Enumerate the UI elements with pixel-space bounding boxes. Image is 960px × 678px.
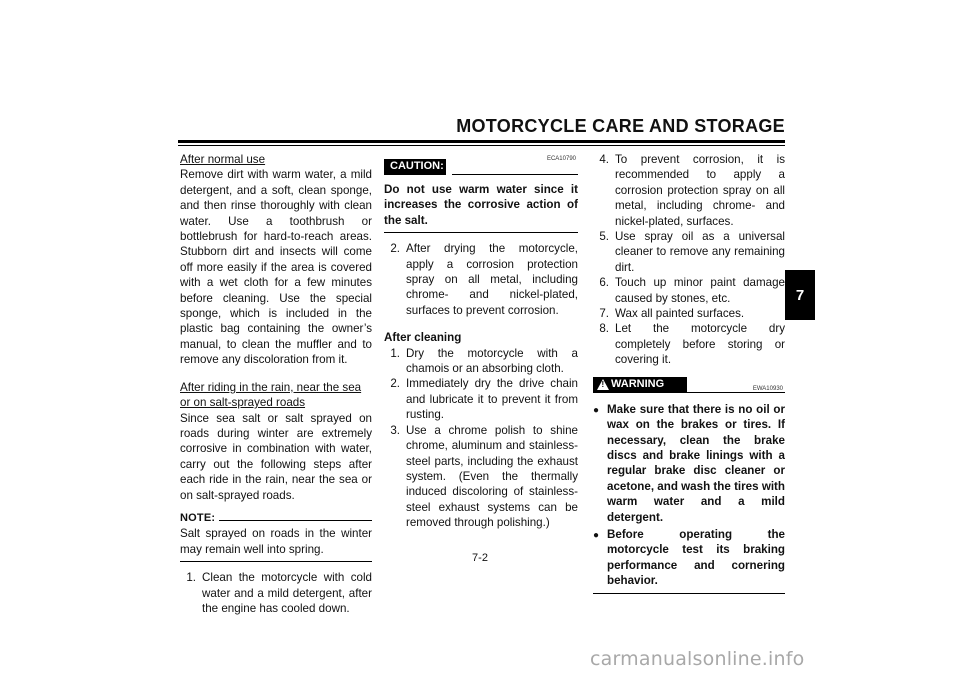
list-item <box>384 423 578 531</box>
page-header-title: MOTORCYCLE CARE AND STORAGE <box>456 116 785 136</box>
list-item <box>593 306 785 321</box>
watermark-text: carmanualsonline.info <box>590 648 805 670</box>
warning-code: EWA10930 <box>752 385 783 392</box>
warning-label: WARNING <box>611 377 665 390</box>
list-item-text: Clean the motorcycle with cold water and a mild detergent, after the engine has cooled down. <box>202 571 372 615</box>
list-item-text: Let the motorcycle dry completely before storing or covering it. <box>615 322 785 367</box>
list-item-text: Immediately dry the drive chain and lubricate it to prevent it from rusting. <box>406 377 578 422</box>
caution-code: ECA10790 <box>546 156 576 162</box>
list-item-text: Use spray oil as a universal cleaner to remove any remaining dirt. <box>615 230 785 274</box>
list-item-number: 1. <box>390 346 400 360</box>
list-item <box>384 241 578 318</box>
warning-badge <box>593 377 687 393</box>
exclamation-icon: ! <box>601 379 605 389</box>
warning-header <box>593 370 785 394</box>
note-text: Salt sprayed on roads in the winter may remain well into spring. <box>180 527 372 556</box>
caution-text: Do not use warm water since it increases the corrosive action of the salt. <box>384 183 578 227</box>
column-3 <box>593 152 785 602</box>
list-item-number: 3. <box>390 423 400 437</box>
section-heading-salt: After riding in the rain, near the sea or on salt-sprayed roads <box>180 380 362 410</box>
list-item-text: Touch up minor paint damage caused by stones, etc. <box>615 276 785 305</box>
header-rule-thin <box>178 145 785 146</box>
column-2 <box>384 152 578 531</box>
list-item-text: Use a chrome polish to shine chrome, aluminum and stainless-steel parts, including the exhaust system. (Even the thermally induced discoloring of stainless-steel exhaust systems can be removed through polishing.) <box>406 423 578 530</box>
list-item-text: After drying the motorcycle, apply a corrosion protection spray on all metal, including chrome- and nickel-plated, surfaces to prevent corrosion. <box>406 242 578 317</box>
warning-bullet-item <box>593 527 785 589</box>
list-item <box>593 321 785 367</box>
list-item-number: 2. <box>390 377 400 391</box>
list-item-number: 5. <box>599 230 609 244</box>
warning-bullet-item <box>593 402 785 525</box>
section-heading-after-cleaning: After cleaning <box>384 331 462 345</box>
note-header <box>180 511 372 526</box>
normal-use-paragraph: Remove dirt with warm water, a mild detergent, and a soft, clean sponge, and then rinse thoroughly with clean water. Use a toothbrush or bottlebrush for hard-to-reach areas. Stubborn dirt and insects will come off more easily if the area is covered with a wet cloth for a few minutes before cleaning. Use the special sponge, which is included in the plastic bag containing the owner’s manual, to clean the muffler and to remove any discoloration from it. <box>180 168 372 367</box>
salt-paragraph: Since sea salt or salt sprayed on roads during winter are extremely corrosive in combination with water, carry out the following steps after each ride in the rain, near the sea or on salt-sprayed roads. <box>180 411 372 502</box>
list-item <box>593 275 785 306</box>
list-item-text: Wax all painted surfaces. <box>615 307 745 321</box>
note-label: NOTE: <box>180 511 216 524</box>
list-item-text: Dry the motorcycle with a chamois or an absorbing cloth. <box>406 346 578 376</box>
page-number: 7-2 <box>472 552 488 564</box>
list-item <box>384 376 578 422</box>
column-1 <box>180 152 372 616</box>
list-item <box>593 152 785 229</box>
caution-badge: CAUTION: <box>384 159 446 175</box>
note-line <box>219 520 372 521</box>
caution-end-rule <box>384 232 578 233</box>
header-rule-thick <box>178 140 785 143</box>
list-item-number: 1. <box>186 571 196 585</box>
chapter-tab: 7 <box>785 270 815 320</box>
bullet-icon: ● <box>593 404 600 416</box>
list-item-number: 4. <box>599 153 609 166</box>
warning-bullet-text: Before operating the motorcycle test its braking performance and cornering behavior. <box>607 527 785 588</box>
warning-end-rule <box>593 593 785 594</box>
caution-line <box>452 174 578 175</box>
bullet-icon: ● <box>593 529 600 541</box>
list-item <box>593 229 785 275</box>
section-heading-normal-use: After normal use <box>180 153 266 166</box>
caution-header <box>384 152 578 176</box>
list-item-text: To prevent corrosion, it is recommended to apply a corrosion protection spray on all metal, including chrome- and nickel-plated, surfaces. <box>615 153 785 228</box>
list-item-number: 8. <box>599 322 609 336</box>
list-item-number: 7. <box>599 307 609 321</box>
list-item-number: 2. <box>390 242 400 256</box>
list-item-number: 6. <box>599 276 609 290</box>
list-item <box>384 346 578 377</box>
note-end-rule <box>180 561 372 562</box>
warning-bullet-text: Make sure that there is no oil or wax on the brakes or tires. If necessary, clean the brake discs and brake linings with a regular brake disc cleaner or acetone, and wash the tires with warm water and a mild detergent. <box>607 402 785 524</box>
list-item <box>180 570 372 616</box>
